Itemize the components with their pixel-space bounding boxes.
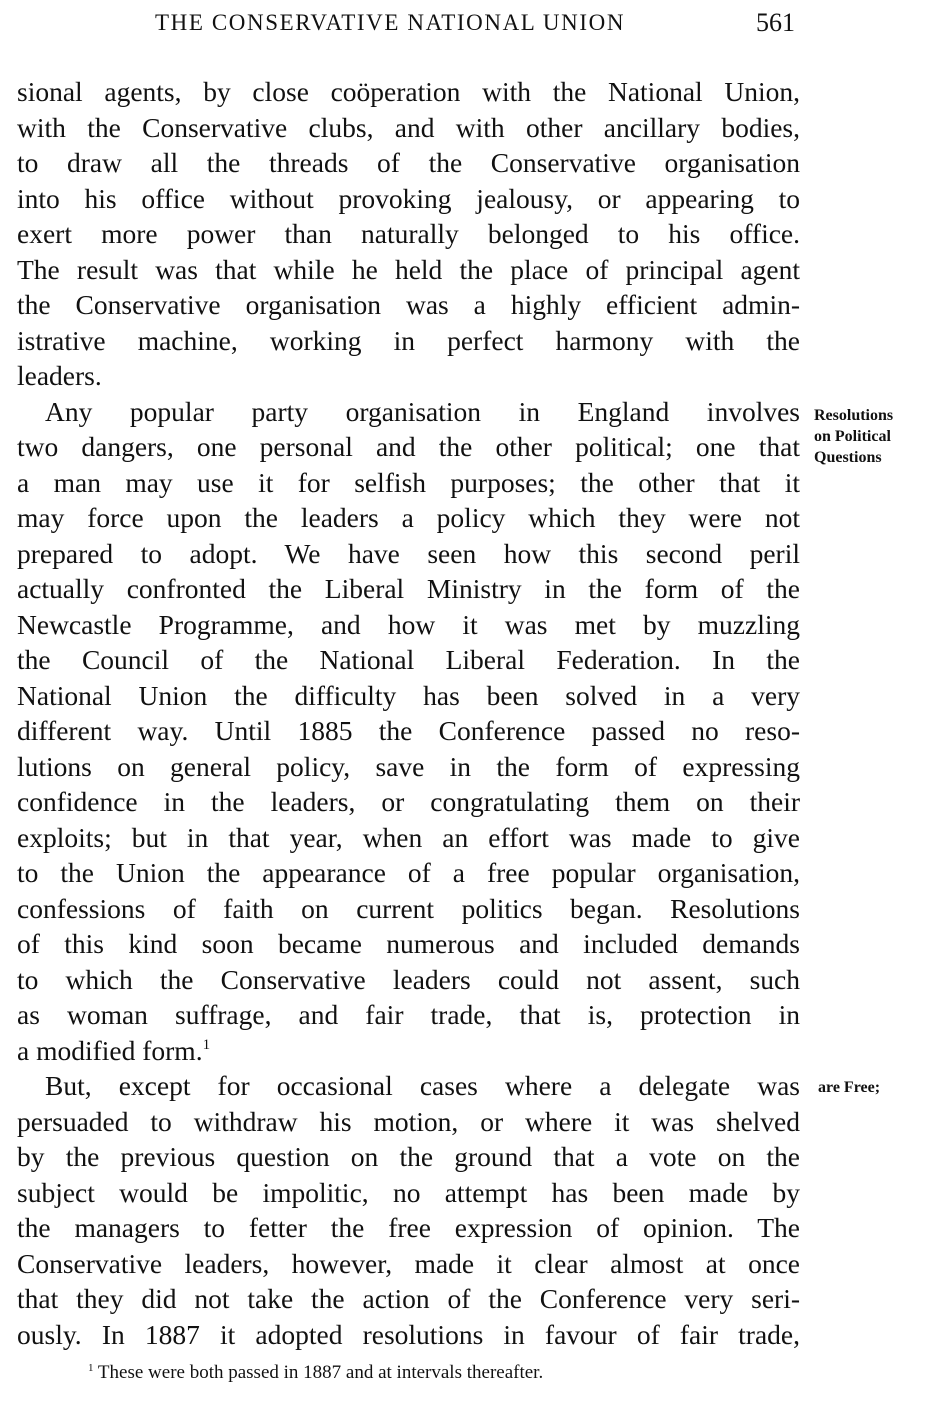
text-line: ously. In 1887 it adopted resolutions in favour of fair trade, [17,1318,800,1350]
text-line: may force upon the leaders a policy which they were not [17,502,800,533]
text-line: Conservative leaders, however, made it clear almost at once [17,1247,800,1279]
sidenote-resolutions [814,405,940,468]
text-line-with-footnote [17,1033,800,1069]
text-line: subject would be impolitic, no attempt has been made by [17,1176,800,1208]
text-line: exploits; but in that year, when an effort was made to give [17,821,800,853]
text-line: to the Union the appearance of a free popular organisation, [17,857,800,888]
running-head [0,8,942,42]
footnote-reference[interactable]: 1 [202,1036,211,1053]
text-line: leaders. [17,360,102,391]
text-line: that they did not take the action of the Conference very seri- [17,1283,800,1314]
sidenote-line: are Free; [818,1079,881,1096]
text-line: different way. Until 1885 the Conference passed no reso- [17,715,800,746]
text-line: Newcastle Programme, and how it was met by muzzling [17,608,800,640]
text-line: persuaded to withdraw his motion, or where it was shelved [17,1105,800,1137]
text-line: istrative machine, working in perfect harmony with the [17,324,800,356]
text-line: as woman suffrage, and fair trade, that is, protection in [17,999,800,1030]
text-line: the managers to fetter the free expression of opinion. The [17,1212,800,1243]
sidenote-free [818,1077,942,1098]
text-line: two dangers, one personal and the other political; one that [17,431,800,462]
footnote-text: These were both passed in 1887 and at intervals thereafter. [97,1362,544,1383]
sidenote-line: on Political [814,428,891,445]
page-number: 561 [756,8,795,37]
body-text [17,74,800,1352]
text-line: The result was that while he held the place of principal agent [17,253,800,285]
sidenote-line: Questions [814,449,882,466]
text-line: National Union the difficulty has been solved in a very [17,679,800,711]
text-line: actually confronted the Liberal Ministry in the form of the [17,573,800,604]
text-line: by the previous question on the ground that a vote on the [17,1141,800,1172]
text-line: the Conservative organisation was a highly efficient admin- [17,289,800,320]
text-line: to draw all the threads of the Conservative organisation [17,147,800,178]
text-line: prepared to adopt. We have seen how this second peril [17,537,800,569]
paragraph-start-line: Any popular party organisation in England involves [45,395,800,427]
text-line: confidence in the leaders, or congratulating them on their [17,786,800,817]
running-title: THE CONSERVATIVE NATIONAL UNION [155,10,626,35]
footnote [88,1362,543,1384]
text-line: the Council of the National Liberal Federation. In the [17,644,800,675]
text-line: with the Conservative clubs, and with other ancillary bodies, [17,111,800,143]
text-line: of this kind soon became numerous and included demands [17,928,800,959]
text-line: exert more power than naturally belonged to his office. [17,218,800,249]
text-line: confessions of faith on current politics began. Resolutions [17,892,800,924]
paragraph-start-line: But, except for occasional cases where a delegate was [45,1070,800,1101]
footnote-marker: 1 [88,1362,94,1374]
text-line: lutions on general policy, save in the form of expressing [17,750,800,782]
text-line: to which the Conservative leaders could not assent, such [17,963,800,995]
sidenote-line: Resolutions [814,407,894,424]
text-line: sional agents, by close coöperation with the National Union, [17,76,800,107]
text-line: a man may use it for selfish purposes; the other that it [17,466,800,498]
text-line: into his office without provoking jealousy, or appearing to [17,182,800,214]
text-line: a modified form. [17,1034,203,1066]
